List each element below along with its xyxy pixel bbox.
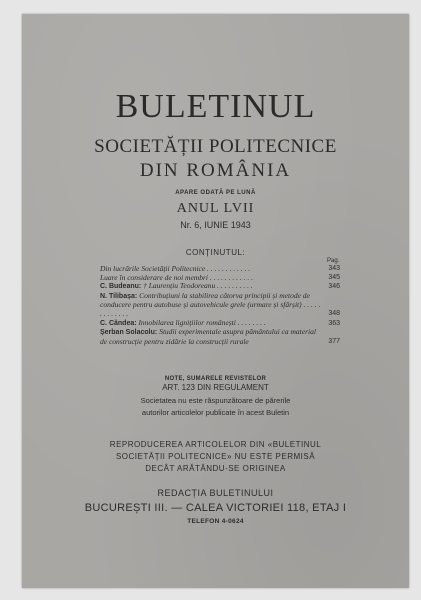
toc-entry-title: Studii experimentale asupra pământului ca material de construcție pentru zidărie la construcții rurale <box>100 327 316 346</box>
toc-entry <box>100 292 340 319</box>
editorial-address: BUCUREȘTI III. — CALEA VICTORIEI 118, ETAJ I <box>84 502 347 514</box>
editorial-office: REDACȚIA BULETINULUI <box>157 488 274 498</box>
toc-entry-title: Contribuțiuni la stabilirea câtorva principii și metode de conducere pentru autobuse și autovehicule grele (urmare și sfârșit) . . . . . . . . . . . . . <box>100 290 321 318</box>
toc-entry-title: Din lucrările Societății Politecnice . . . . . . . . . . . . <box>100 264 251 273</box>
reproduction-notice-line1: REPRODUCEREA ARTICOLELOR DIN «BULETINUL <box>109 440 322 449</box>
issue-number: Nr. 6, IUNIE 1943 <box>180 220 251 230</box>
toc-entry-author: N. Tilibașa: <box>100 292 138 300</box>
toc-entry-author: Șerban Solacolu: <box>100 329 158 337</box>
contents-heading: CONȚINUTUL: <box>185 248 246 257</box>
toc-entry-title: Luare în considerare de noi membri . . . . . . . . . . . . <box>100 272 253 282</box>
reproduction-notice-line2: SOCIETĂȚII POLITECNICE» NU ESTE PERMISĂ <box>115 452 316 461</box>
toc-entry-author: C. Căndea: <box>100 319 137 327</box>
contents-note: NOTE, SUMARELE REVISTELOR <box>164 376 267 382</box>
toc-entry-title: † Laurențiu Teodoreanu . . . . . . . . . . <box>143 281 253 291</box>
toc-entry-page: 345 <box>328 273 340 281</box>
toc-entry-page: 377 <box>328 337 340 345</box>
toc-entry-page: 348 <box>328 309 340 317</box>
volume-number: ANUL LVII <box>176 201 255 216</box>
toc-entry-page: 346 <box>328 283 340 291</box>
toc-entry-page: 363 <box>328 319 340 327</box>
editorial-phone: TELEFON 4-0624 <box>187 518 244 525</box>
regulation-article: ART. 123 DIN REGULAMENT <box>162 383 269 392</box>
journal-subtitle-line2: DIN ROMÂNIA <box>139 160 292 181</box>
toc-entry <box>100 328 340 346</box>
journal-cover <box>22 14 409 588</box>
page-column-label: Pag. <box>327 258 340 264</box>
regulation-line2: autorilor articolelor publicate în acest Buletin <box>141 408 290 417</box>
toc-entry-page: 343 <box>328 265 340 272</box>
toc-entry-title: Innobilarea lignițiilor românești . . . . . . . . <box>138 317 266 327</box>
toc-entry-author: C. Budeanu: <box>100 283 142 291</box>
table-of-contents <box>100 265 340 346</box>
regulation-line1: Societatea nu este răspunzătoare de părerile <box>140 396 291 405</box>
reproduction-notice-line3: DECÂT ARĂTÂNDU-SE ORIGINEA <box>145 464 286 473</box>
journal-subtitle-line1: SOCIETĂȚII POLITECNICE <box>94 136 337 157</box>
journal-title: BULETINUL <box>115 88 316 125</box>
publication-frequency: APARE ODATĂ PE LUNĂ <box>175 190 256 196</box>
